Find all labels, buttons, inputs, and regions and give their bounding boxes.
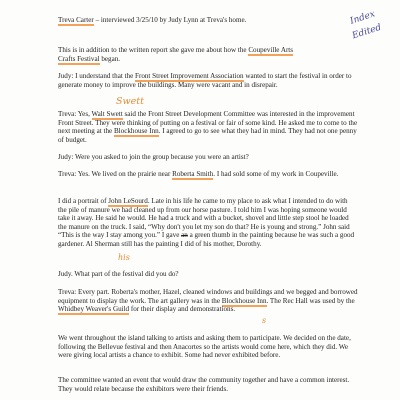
margin-note-index: Index (348, 9, 377, 27)
highlight-walt-swett: Walt Swett (91, 110, 123, 118)
header-rest: – interviewed 3/25/10 by Judy Lynn at Treva's home. (93, 16, 247, 24)
paragraph-treva-1: Treva: Yes, Walt Swett said the Front Street Development Committee was interested in the improvement Front Street. They were thinking of putting on a festival or fair of some kind. He asked me to come to the next meeting at the Blockhouse Inn. I agreed to go to see what they had in mind. They had not one penny of budget. (58, 110, 358, 144)
margin-note-edited: Edited (351, 22, 383, 42)
paragraph-intro: This is in addition to the written report she gave me about how the Coupeville Arts Crafts Festival began. (58, 46, 294, 63)
paragraph-treva-2: Treva: Yes. We lived on the prairie near Roberta Smith. I had sold some of my work in Coupeville. (58, 170, 339, 178)
paragraph-artists: We went throughout the island talking to artists and asking them to participate. We decided on the date, following the Bellevue festival and then Anacortes so the artists would come here, which they did. We were giving local artists a chance to exhibit. Some had never exhibited before. (58, 334, 351, 360)
highlight-john-lesourd: John LeSourd (108, 197, 148, 205)
interviewee-name: Treva Carter (58, 16, 94, 24)
highlight-roberta-smith: Roberta Smith (172, 170, 214, 178)
paragraph-judy-1: Judy: I understand that the Front Street Improvement Association wanted to start the festival in order to generate money to improve the buildings. Many were vacant and in disrepair. (58, 72, 352, 89)
annotation-swett: Swett (116, 96, 144, 107)
header-line (58, 16, 368, 25)
paragraph-judy-2: Judy: Were you asked to join the group because you were an artist? (58, 153, 249, 161)
strike-an: an (181, 231, 188, 240)
annotation-s: s (262, 316, 267, 325)
paragraph-judy-3: Judy. What part of the festival did you do? (58, 270, 179, 278)
highlight-coupeville-arts: Coupeville Arts (248, 46, 294, 54)
paragraph-committee: The committee wanted an event that would draw the community together and have a common interest. They would relate because the exhibitors were their friends. (58, 376, 350, 393)
highlight-whidbey-weavers: Whidbey Weaver's Guild (58, 305, 130, 314)
paragraph-treva-3: Treva: Every part. Roberta's mother, Hazel, cleaned windows and buildings and we begged and borrowed equipment to display the work. The art gallery was in the Blockhouse Inn. The Rec Hall was used by the Whidbey Weaver's Guild for their display and demonstrations. (58, 288, 358, 314)
paragraph-portrait: I did a portrait of John LeSourd. Late in his life he came to my place to ask what I intended to do with the pile of manure we had cleaned up from our horse pasture. I told him I was hoping someone would take it away. He said he would. He had a truck and with a bucket, shovel and little step stool he loaded the manure on the truck. I said, “Why don't you let my son do that? He is young and strong.” John said “This is the way I stay among you.” I gave an a green thumb in the painting because he was such a good gardener. Al Sherman still has the painting I did of his mother, Dorothy. (58, 197, 355, 248)
highlight-front-street-association: Front Street Improvement Association (135, 72, 244, 80)
highlight-blockhouse-inn: Blockhouse Inn (113, 127, 159, 136)
highlight-blockhouse-inn-2: Blockhouse Inn (221, 296, 267, 305)
highlight-crafts-festival: Crafts Festival (58, 54, 100, 63)
annotation-his: his (118, 253, 130, 262)
